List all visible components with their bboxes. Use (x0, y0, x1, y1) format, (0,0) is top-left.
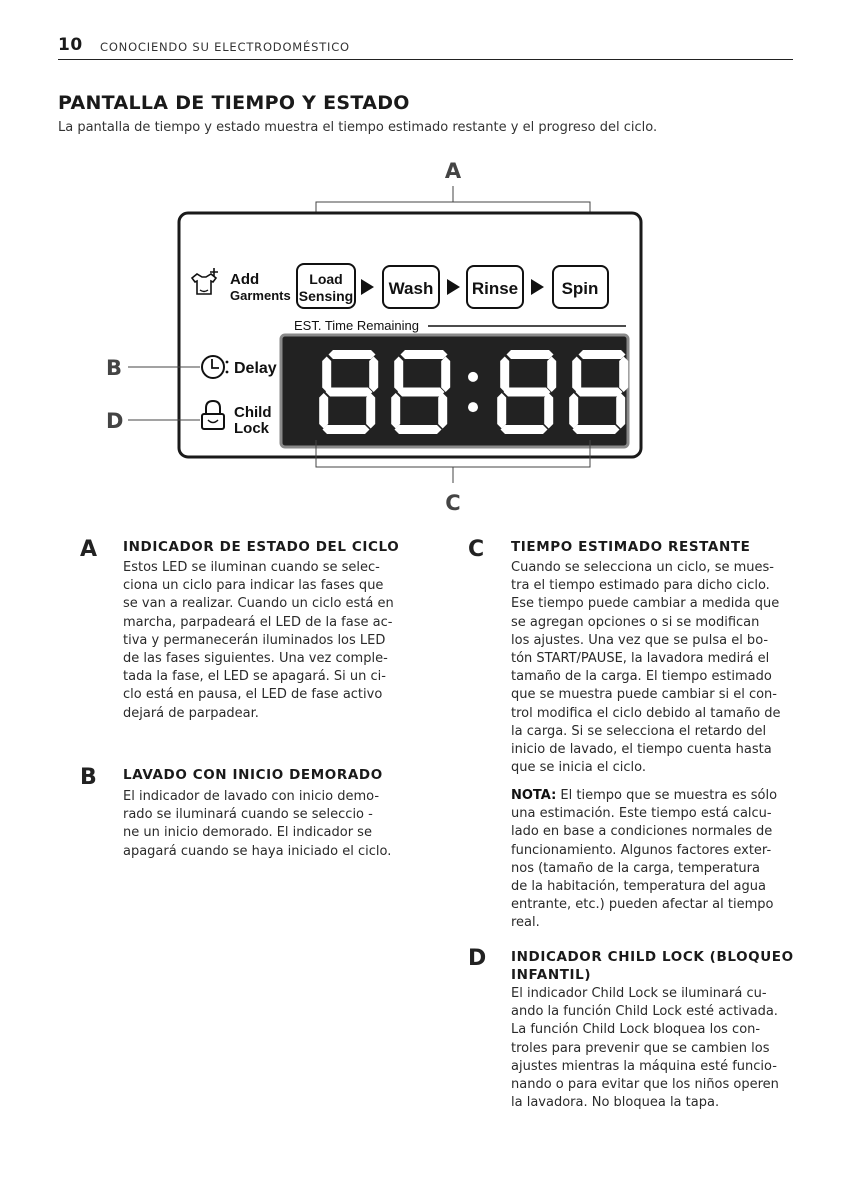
text-line: una estimación. Este tiempo está calcu- (511, 806, 772, 822)
text-line: entrante, etc.) pueden afectar al tiempo (511, 897, 774, 913)
display-segment (323, 425, 370, 434)
stage-load-label-1: Load (309, 271, 343, 287)
item-b-body (123, 788, 403, 861)
display-segment (616, 393, 625, 429)
display-segment (322, 357, 331, 393)
section-title: PANTALLA DE TIEMPO Y ESTADO (58, 92, 410, 114)
display-segment (504, 388, 551, 397)
display-segment (507, 350, 554, 359)
text-line: ciona un ciclo para indicar las fases que (123, 578, 384, 594)
item-c-title: TIEMPO ESTIMADO RESTANTE (511, 539, 751, 555)
text-line: Ese tiempo puede cambiar a medida que (511, 596, 780, 612)
display-segment (497, 393, 506, 429)
stage-load-label-2: Sensing (298, 288, 354, 304)
text-line: El indicador de lavado con inicio demo- (123, 789, 380, 804)
display-segment (569, 393, 578, 429)
text-line: lado en base a condiciones normales de (511, 824, 773, 840)
text-line: se van a realizar. Cuando un ciclo está en (123, 596, 394, 612)
item-c-note (511, 787, 791, 933)
text-line: que se inicia el ciclo. (511, 760, 646, 776)
stage-wash-label: Wash (388, 279, 434, 298)
add-garments-label-2: Garments (230, 288, 291, 303)
display-segment (391, 393, 400, 429)
item-c-letter: C (468, 537, 485, 562)
item-a-letter: A (80, 537, 98, 562)
item-d-letter: D (468, 946, 487, 971)
text-line: apagará cuando se haya iniciado el ciclo. (123, 843, 392, 859)
text-line: la carga. Si se selecciona el retardo del (511, 723, 767, 739)
callout-d: D (106, 409, 124, 433)
delay-label: Delay (234, 360, 277, 377)
text-line: Cuando se selecciona un ciclo, se mues- (511, 560, 774, 575)
item-a-body (123, 559, 403, 723)
display-segment (394, 357, 403, 393)
est-time-label: EST. Time Remaining (294, 318, 419, 333)
stage-rinse-label: Rinse (471, 279, 519, 298)
display-segment (438, 393, 447, 429)
item-b-title: LAVADO CON INICIO DEMORADO (123, 767, 383, 783)
display-segment (572, 357, 581, 393)
display-segment (366, 393, 375, 429)
text-line: rado se iluminará cuando se seleccio - (123, 807, 373, 823)
note-label: NOTA: (511, 788, 557, 803)
text-line: se agregan opciones o si se modifican (511, 614, 760, 630)
text-line: de las fases siguientes. Una vez comple- (123, 651, 388, 667)
text-line: marcha, parpadeará el LED de la fase ac- (123, 614, 393, 630)
text-line: dejará de parpadear. (123, 705, 259, 721)
child-lock-label-2: Lock (234, 420, 270, 437)
display-colon-dot (468, 402, 478, 412)
callout-b: B (106, 356, 123, 380)
text-line: trol modifica el ciclo debido al tamaño de (511, 705, 781, 721)
display-segment (579, 350, 626, 359)
text-line: tiva y permanecerán iluminados los LED (123, 632, 386, 648)
section-intro: La pantalla de tiempo y estado muestra el tiempo estimado restante y el progreso del ciclo. (58, 120, 658, 135)
display-segment (319, 393, 328, 429)
page-number: 10 (58, 35, 83, 55)
text-line: troles para prevenir que se cambien los (511, 1040, 770, 1056)
display-segment (573, 425, 620, 434)
display-segment (441, 357, 450, 393)
control-panel-diagram (0, 0, 851, 530)
display-segment (395, 425, 442, 434)
text-line: ne un inicio demorado. El indicador se (123, 825, 372, 841)
text-line: la lavadora. No bloquea la tapa. (511, 1095, 720, 1111)
text-line: ando la función Child Lock esté activada. (511, 1004, 778, 1020)
text-line: nando o para evitar que los niños operen (511, 1077, 779, 1093)
text-line: tamaño de la carga. El tiempo estimado (511, 669, 772, 685)
child-lock-label-1: Child (234, 404, 272, 421)
text-line: inicio de lavado, el tiempo cuenta hasta (511, 742, 772, 758)
running-header: CONOCIENDO SU ELECTRODOMÉSTICO (100, 40, 350, 54)
text-line: tón START/PAUSE, la lavadora medirá el (511, 651, 770, 667)
display-segment (619, 357, 628, 393)
display-segment (576, 388, 623, 397)
display-colon-dot (468, 372, 478, 382)
display-segment (326, 388, 373, 397)
display-segment (398, 388, 445, 397)
display-segment (501, 425, 548, 434)
text-line: real. (511, 915, 540, 931)
text-line: Estos LED se iluminan cuando se selec- (123, 560, 380, 575)
text-line: los ajustes. Una vez que se pulsa el bo- (511, 632, 769, 648)
item-d-title (511, 948, 811, 984)
note-text: El tiempo que se muestra es sólo (556, 788, 778, 803)
display-segment (544, 393, 553, 429)
item-b-letter: B (80, 765, 97, 790)
text-line: ajustes mientras la máquina esté funcio- (511, 1058, 777, 1074)
callout-c: C (445, 491, 461, 515)
display-segment (329, 350, 376, 359)
text-line: de la habitación, temperatura del agua (511, 879, 766, 895)
display-segment (369, 357, 378, 393)
text-line: La función Child Lock bloquea los con- (511, 1022, 761, 1038)
text-line: funcionamiento. Algunos factores exter- (511, 842, 772, 858)
text-line: El indicador Child Lock se iluminará cu- (511, 986, 767, 1001)
add-garments-label-1: Add (230, 271, 260, 288)
text-line: tra el tiempo estimado para dicho ciclo. (511, 578, 770, 594)
display-segment (500, 357, 509, 393)
text-line: clo está en pausa, el LED de fase activo (123, 687, 383, 703)
text-line: nos (tamaño de la carga, temperatura (511, 860, 760, 876)
item-d-body (511, 985, 791, 1112)
text-line: tada la fase, el LED se apagará. Si un ci- (123, 669, 386, 685)
stage-spin-label: Spin (561, 279, 599, 298)
item-d-title-line: INDICADOR CHILD LOCK (BLOQUEO (511, 949, 794, 965)
display-segment (401, 350, 448, 359)
item-d-title-line: INFANTIL) (511, 967, 592, 983)
item-a-title: INDICADOR DE ESTADO DEL CICLO (123, 539, 400, 555)
display-segment (547, 357, 556, 393)
item-c-body (511, 559, 791, 777)
text-line: que se muestra puede cambiar si el con- (511, 687, 777, 703)
callout-a: A (444, 159, 462, 183)
